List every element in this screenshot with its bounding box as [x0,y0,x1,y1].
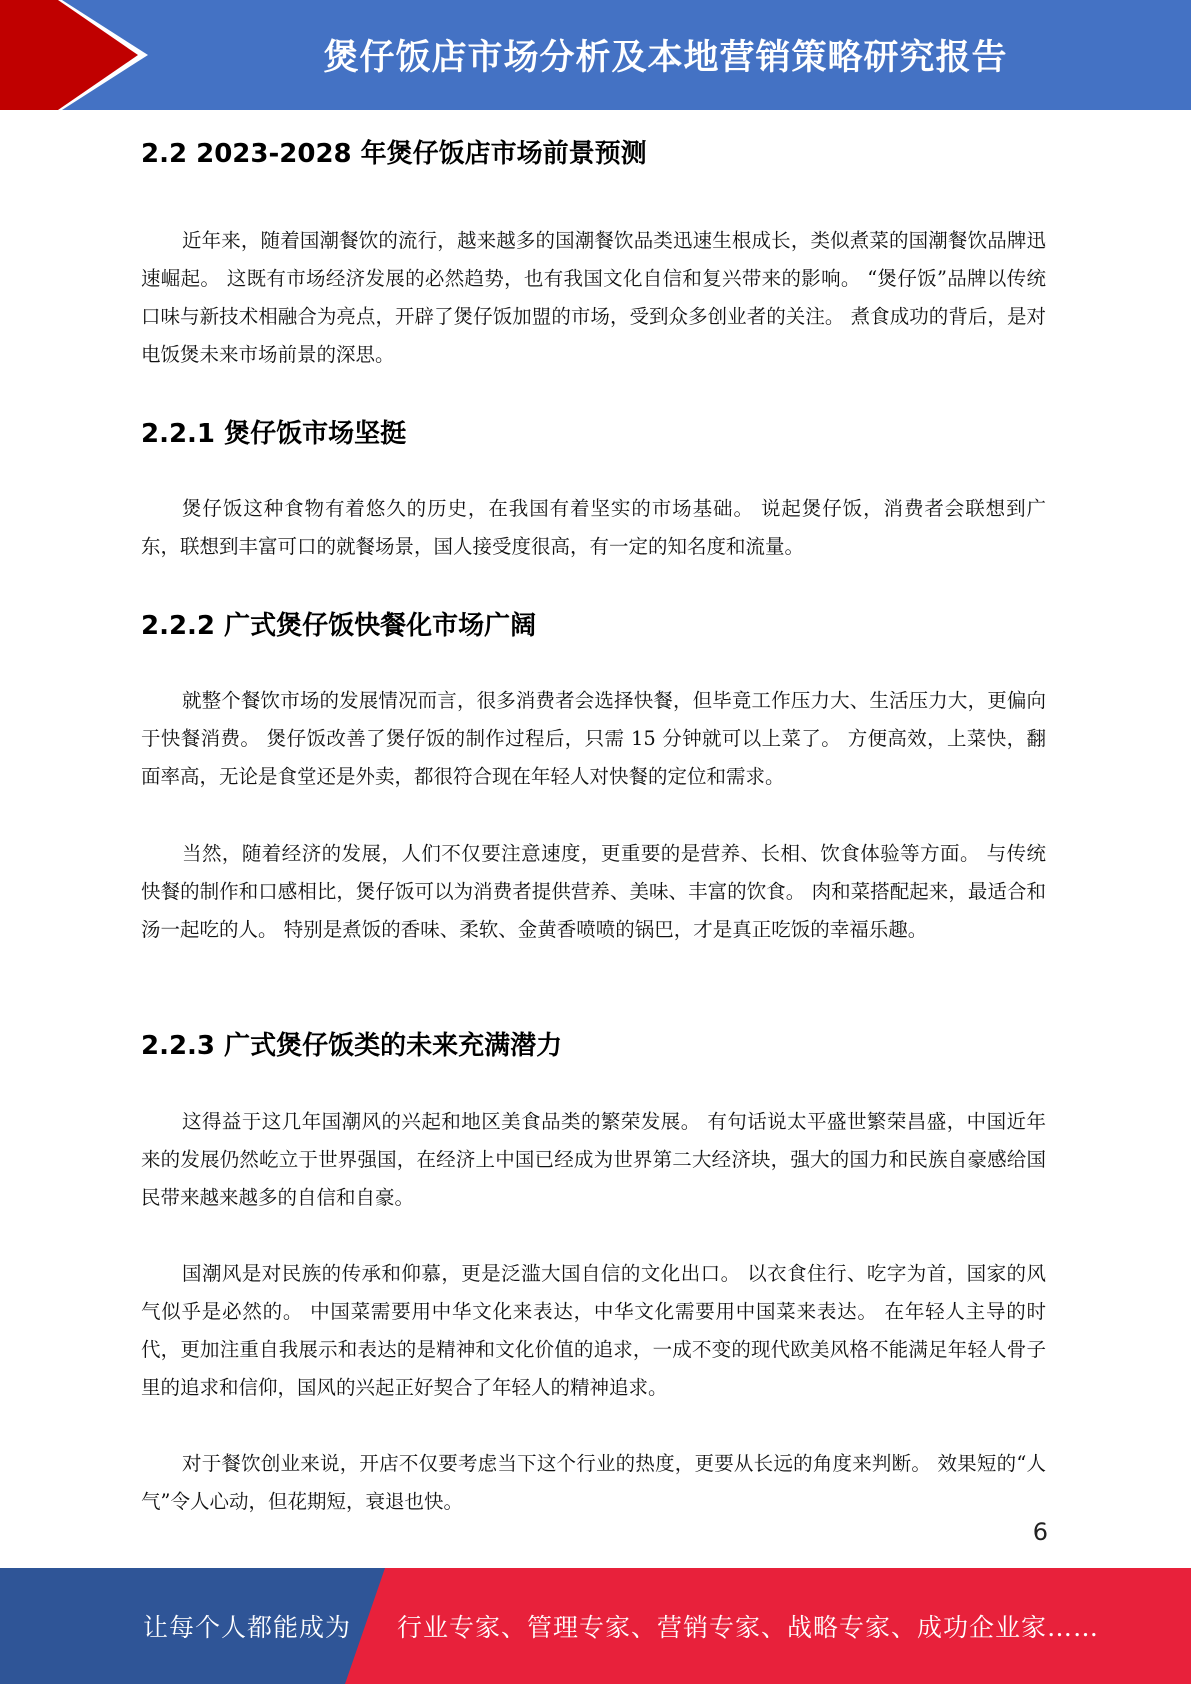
footer-slogan-left: 让每个人都能成为 [143,1613,352,1642]
section-heading: 2.2.2 广式煲仔饭快餐化市场广阔 [141,611,537,641]
paragraph: 这得益于这几年国潮风的兴起和地区美食品类的繁荣发展。 有句话说太平盛世繁荣昌盛，中国近年来的发展仍然屹立于世界强国，在经济上中国已经成为世界第二大经济块，强大的国力和民族自豪感给国民带来越来越多的自信和自豪。 [141,1110,1046,1209]
paragraph: 近年来，随着国潮餐饮的流行，越来越多的国潮餐饮品类迅速生根成长，类似煮菜的国潮餐饮品牌迅速崛起。 这既有市场经济发展的必然趋势，也有我国文化自信和复兴带来的影响。 “煲仔饭”品牌以传统口味与新技术相融合为亮点，开辟了煲仔饭加盟的市场，受到众多创业者的关注。 煮食成功的背后，是对电饭煲未来市场前景的深思。 [141,229,1046,366]
footer-band [0,1568,1191,1684]
section-heading: 2.2.3 广式煲仔饭类的未来充满潜力 [141,1031,563,1061]
header-arrow-icon [0,0,160,110]
paragraph: 煲仔饭这种食物有着悠久的历史，在我国有着坚实的市场基础。 说起煲仔饭，消费者会联想到广东，联想到丰富可口的就餐场景，国人接受度很高，有一定的知名度和流量。 [141,497,1046,558]
header-band [0,0,1191,110]
section-heading: 2.2 2023-2028 年煲仔饭店市场前景预测 [141,139,647,169]
paragraph: 当然，随着经济的发展，人们不仅要注意速度，更重要的是营养、长相、饮食体验等方面。 与传统快餐的制作和口感相比，煲仔饭可以为消费者提供营养、美味、丰富的饮食。 肉和菜搭配起来，最适合和汤一起吃的人。 特别是煮饭的香味、柔软、金黄香喷喷的锅巴，才是真正吃饭的幸福乐趣。 [141,842,1046,941]
paragraph: 国潮风是对民族的传承和仰慕，更是泛滥大国自信的文化出口。 以衣食住行、吃字为首，国家的风气似乎是必然的。 中国菜需要用中华文化来表达，中华文化需要用中国菜来表达。 在年轻人主导的时代，更加注重自我展示和表达的是精神和文化价值的追求，一成不变的现代欧美风格不能满足年轻人骨子里的追求和信仰，国风的兴起正好契合了年轻人的精神追求。 [141,1262,1046,1399]
paragraph: 对于餐饮创业来说，开店不仅要考虑当下这个行业的热度，更要从长远的角度来判断。 效果短的“人气”令人心动，但花期短，衰退也快。 [141,1452,1046,1513]
page-number: 6 [1032,1518,1048,1546]
section-heading: 2.2.1 煲仔饭市场坚挺 [141,419,407,449]
report-title: 煲仔饭店市场分析及本地营销策略研究报告 [323,38,1008,78]
footer-slogan-right: 行业专家、管理专家、营销专家、战略专家、成功企业家…… [397,1613,1100,1642]
paragraph: 就整个餐饮市场的发展情况而言，很多消费者会选择快餐，但毕竟工作压力大、生活压力大，更偏向于快餐消费。 煲仔饭改善了煲仔饭的制作过程后，只需 15 分钟就可以上菜了。 方便高效，上菜快，翻面率高，无论是食堂还是外卖，都很符合现在年轻人对快餐的定位和需求。 [141,689,1046,788]
